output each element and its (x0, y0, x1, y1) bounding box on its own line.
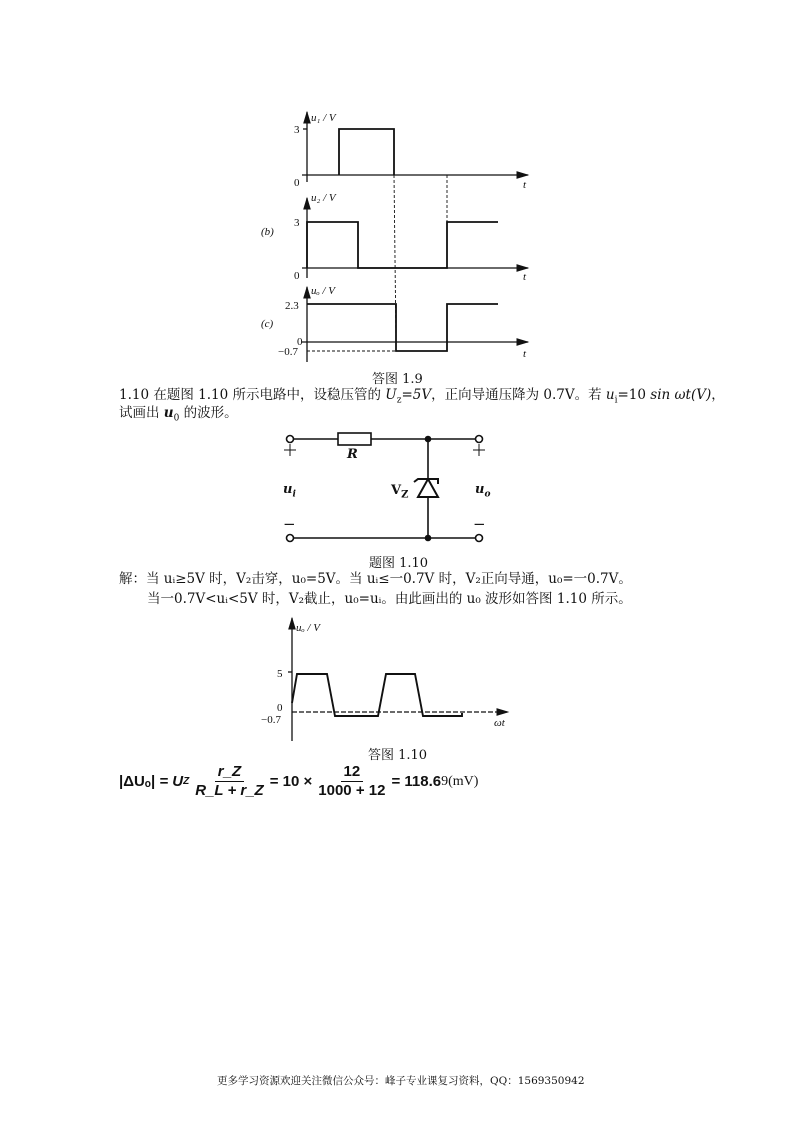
text: u (605, 387, 615, 403)
footer-text: 更多学习资源欢迎关注微信公众号：峰子专业课复习资料，QQ：1569350942 (217, 1075, 585, 1087)
t-axis-label: t (523, 271, 527, 283)
text: 试画出 (119, 405, 164, 421)
tick-label: 3 (294, 217, 300, 229)
tick-label: 0 (294, 270, 300, 282)
text: ， (711, 387, 725, 403)
text: u (283, 482, 293, 497)
text: =10 (617, 387, 651, 403)
text: 1000 + 12 (318, 782, 386, 799)
text: R_L + r_Z (195, 782, 264, 799)
resistor-label: R (347, 447, 358, 462)
text: o (484, 489, 491, 500)
text: U (385, 387, 397, 403)
output-waveform (292, 674, 462, 716)
uo-label (475, 482, 490, 500)
solution-line-2: 当一0.7V<uᵢ<5V 时，V₂截止，u₀=uᵢ。由此画出的 u₀ 波形如答图 1.10 所示。 (147, 591, 632, 607)
text: i (614, 395, 618, 406)
text: 的波形。 (179, 405, 238, 421)
text: 0 (173, 413, 180, 424)
minus-sign-right: − (473, 515, 486, 533)
text: i (292, 489, 296, 500)
text: r_Z (215, 763, 244, 782)
y-axis-label: uₒ / V (296, 622, 320, 634)
tick-label: −0.7 (261, 714, 281, 726)
solution-line-1: 解：当 uᵢ≥5V 时，V₂击穿，u₀=5V。当 uᵢ≤一0.7V 时，V₂正向导通，u₀=一0.7V。 (119, 571, 632, 587)
formula (119, 763, 478, 800)
tick-label: 3 (294, 124, 300, 136)
terminal (287, 535, 294, 542)
u1-axis-label: u₁ / V (311, 112, 336, 124)
tick-label: 0 (294, 177, 300, 189)
ui-label (283, 482, 296, 500)
terminal (476, 436, 483, 443)
figure-caption: 题图 1.10 (369, 556, 429, 571)
text: = U (159, 773, 184, 790)
u2-axis-label: u₂ / V (311, 192, 336, 204)
tick-label: 0 (297, 336, 303, 348)
text: =5V (401, 387, 432, 403)
terminal (476, 535, 483, 542)
text: 12 (341, 763, 364, 782)
minus-sign-left: − (283, 515, 296, 533)
figure-caption: 答图 1.10 (368, 748, 428, 763)
zener-label (391, 483, 408, 501)
text: = 10 × (269, 773, 313, 790)
fraction (192, 763, 267, 800)
t-axis-label: t (523, 348, 527, 360)
text: u (163, 405, 174, 421)
text: Z (183, 776, 190, 787)
text: ，正向导通压降为 0.7V。若 (431, 387, 606, 403)
fraction (315, 763, 388, 800)
resistor (338, 433, 371, 445)
text: Z (401, 489, 409, 501)
tick-label: −0.7 (278, 346, 298, 358)
text: = 118.6 (391, 773, 442, 790)
text: V (391, 483, 402, 498)
x-axis-label: ωt (494, 717, 505, 729)
t-axis-label: t (523, 179, 527, 191)
text: 9(mV) (441, 773, 479, 789)
tick-label: 2.3 (285, 300, 299, 312)
zener-diode-icon (414, 479, 438, 497)
uo-axis-label: uₒ / V (311, 285, 335, 297)
text: |ΔUₒ| (119, 773, 156, 790)
subfigure-label: (b) (261, 226, 274, 238)
tick-label: 5 (277, 668, 283, 680)
terminal (287, 436, 294, 443)
subfigure-label: (c) (261, 318, 274, 330)
text: sin ωt(V) (650, 387, 712, 403)
text: u (475, 482, 485, 497)
figure-1-10 (0, 610, 793, 750)
figure-1-9 (0, 0, 793, 400)
text: z (396, 395, 402, 406)
figure-caption: 答图 1.9 (372, 372, 423, 387)
tick-label: 0 (277, 702, 283, 714)
text: 1.10 在题图 1.10 所示电路中，设稳压管的 (119, 387, 386, 403)
